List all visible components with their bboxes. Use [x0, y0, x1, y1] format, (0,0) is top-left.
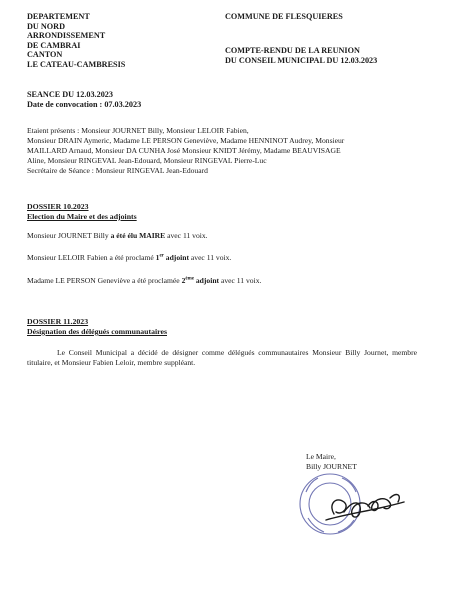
session-info [27, 90, 227, 109]
mayor-verb: a été élu [110, 231, 140, 240]
attendance-line: Etaient présents : Monsieur JOURNET Billy, Monsieur LELOIR Fabien, [27, 126, 249, 135]
second-adjoint-rank: 2 [181, 276, 186, 285]
department-line: ARRONDISSEMENT [27, 31, 106, 41]
department-line: DU NORD [27, 21, 65, 31]
department-line: DE CAMBRAI [27, 40, 81, 50]
mayor-role: MAIRE [139, 231, 166, 240]
signature-role: Le Maire, [306, 452, 336, 461]
mayor-name: Monsieur JOURNET Billy [27, 231, 111, 240]
first-adjoint [27, 253, 427, 263]
first-adjoint-rank: 1 [155, 253, 160, 262]
mayor-votes: avec 11 voix. [165, 231, 208, 240]
first-adjoint-role: adjoint [163, 253, 189, 262]
dossier-number: DOSSIER 10.2023 [27, 202, 89, 211]
dossier-title: Election du Maire et des adjoints [27, 212, 137, 221]
attendance-block [27, 126, 427, 176]
dossier-number: DOSSIER 11.2023 [27, 317, 89, 326]
second-adjoint-role: adjoint [193, 276, 220, 285]
department-line: CANTON [27, 50, 63, 60]
delegates-paragraph: Le Conseil Municipal a décidé de désigner comme délégués communautaires Monsieur Billy Journet, membre titulaire, et Monsieur Fabien Leloir, membre suppléant. [27, 348, 417, 368]
report-title-line: COMPTE-RENDU DE LA REUNION [225, 46, 360, 55]
report-title [225, 46, 435, 65]
first-adjoint-text: Monsieur LELOIR Fabien a été proclamé [27, 253, 156, 262]
second-adjoint-sup: ème [185, 276, 194, 282]
department-block [27, 12, 167, 70]
attendance-line: MAILLARD Arnaud, Monsieur DA CUNHA José Monsieur KNIDT Jérémy, Madame BEAUVISAGE [27, 146, 341, 156]
convocation-date: Date de convocation : 07.03.2023 [27, 99, 142, 109]
second-adjoint-text: Madame LE PERSON Geneviève a été proclamée [27, 276, 182, 285]
department-line: LE CATEAU-CAMBRESIS [27, 59, 126, 69]
dossier-title: Désignation des délégués communautaires [27, 327, 167, 336]
report-title-line: DU CONSEIL MUNICIPAL DU 12.03.2023 [225, 55, 378, 65]
first-adjoint-votes: avec 11 voix. [189, 253, 232, 262]
signature-name: Billy JOURNET [306, 462, 357, 471]
first-adjoint-sup: er [159, 253, 164, 259]
department-line: DEPARTEMENT [27, 12, 90, 21]
mayor-stamp-signature [290, 462, 420, 552]
handwritten-signature [326, 495, 404, 520]
attendance-line: Secrétaire de Séance : Monsieur RINGEVAL Jean-Edouard [27, 166, 208, 176]
commune-name: COMMUNE DE FLESQUIERES [225, 12, 343, 21]
attendance-line: Aline, Monsieur RINGEVAL Jean-Edouard, Monsieur RINGEVAL Pierre-Luc [27, 156, 267, 166]
second-adjoint [27, 276, 427, 286]
attendance-line: Monsieur DRAIN Aymeric, Madame LE PERSON Geneviève, Madame HENNINOT Audrey, Monsieur [27, 136, 345, 146]
second-adjoint-votes: avec 11 voix. [219, 276, 262, 285]
session-date: SEANCE DU 12.03.2023 [27, 90, 113, 99]
mayor-election [27, 231, 427, 241]
